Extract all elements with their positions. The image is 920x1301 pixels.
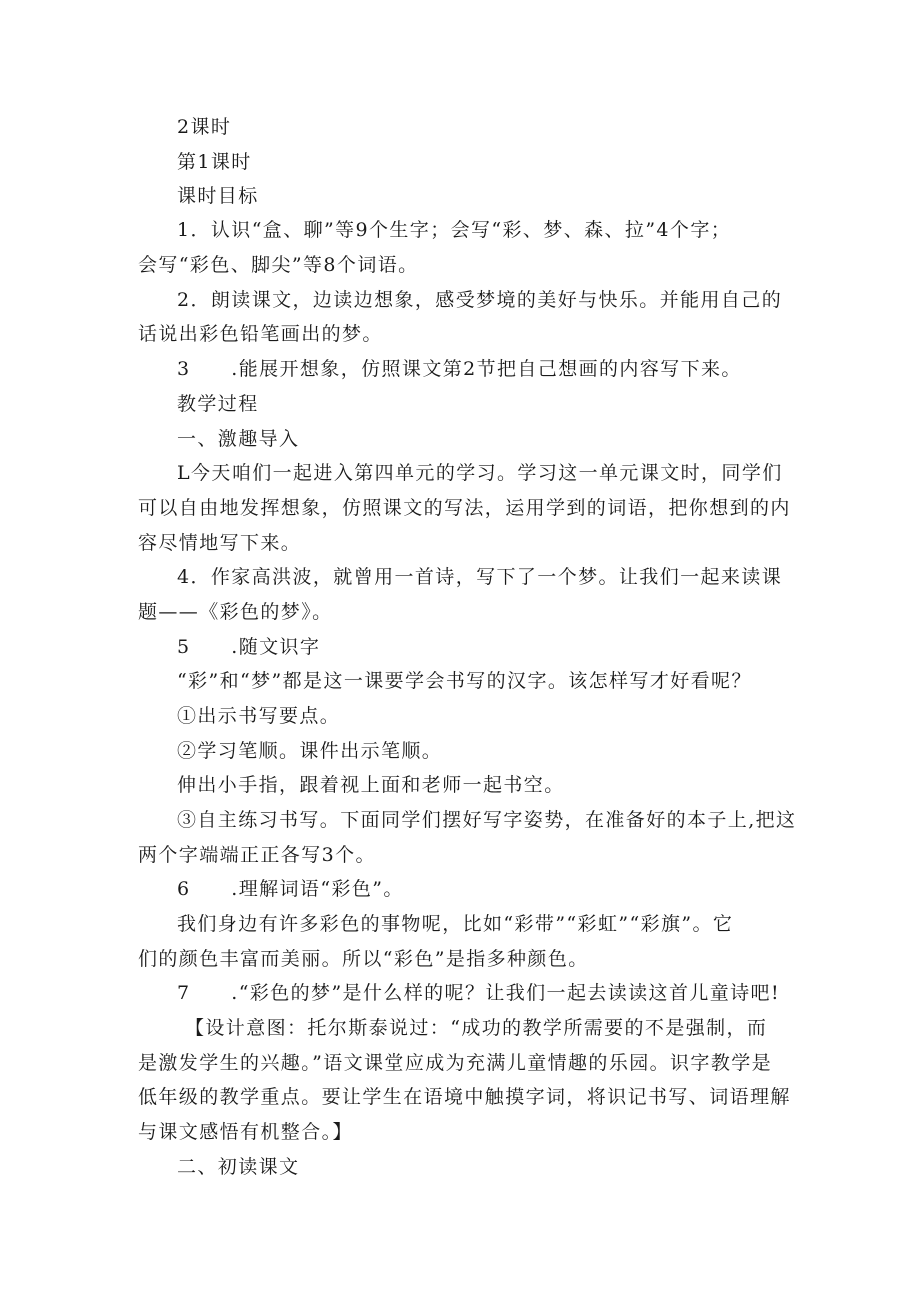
item-4-line-1: 4．作家高洪波，就曾用一首诗，写下了一个梦。让我们一起来读课 xyxy=(177,566,783,588)
heading-lesson-goals: 课时目标 xyxy=(177,185,259,207)
design-intent-line-1: 【设计意图：托尔斯泰说过：“成功的教学所需要的不是强制，而 xyxy=(185,1017,768,1039)
para-intro-line-3: 容尽情地写下来。 xyxy=(138,532,302,554)
item-5-text: “彩”和“梦”都是这一课要学会书写的汉字。该怎样写才好看呢？ xyxy=(177,670,752,692)
para-intro-line-2: 可以自由地发挥想象，仿照课文的写法，运用学到的词语，把你想到的内 xyxy=(138,497,791,519)
design-intent-line-3: 低年级的教学重点。要让学生在语境中触摸字词，将识记书写、词语理解 xyxy=(138,1086,791,1108)
item-6-text-line-1: 我们身边有许多彩色的事物呢，比如“彩带”“彩虹”“彩旗”。它 xyxy=(177,913,734,935)
goal-3: 3 .能展开想象，仿照课文第2节把自己想画的内容写下来。 xyxy=(177,358,742,380)
item-4-line-2: 题——《彩色的梦》。 xyxy=(138,601,333,623)
design-intent-line-4: 与课文感悟有机整合。】 xyxy=(138,1121,353,1143)
item-7: 7 .“彩色的梦”是什么样的呢？让我们一起去读读这首儿童诗吧! xyxy=(177,982,780,1004)
section-one-heading: 一、激趣导入 xyxy=(177,428,300,450)
heading-teaching-process: 教学过程 xyxy=(177,393,259,415)
item-6: 6 .理解词语“彩色”。 xyxy=(177,878,404,900)
step-3-line-1: ③自主练习书写。下面同学们摆好写字姿势，在准备好的本子上,把这 xyxy=(177,809,797,831)
item-6-text-line-2: 们的颜色丰富而美丽。所以“彩色”是指多种颜色。 xyxy=(138,948,589,970)
line-first-lesson: 第1课时 xyxy=(177,151,252,173)
para-intro-line-1: L今天咱们一起进入第四单元的学习。学习这一单元课文时，同学们 xyxy=(177,462,783,484)
design-intent-line-2: 是激发学生的兴趣。”语文课堂应成为充满儿童情趣的乐园。识字教学是 xyxy=(138,1052,773,1074)
goal-1-line-1: 1．认识“盒、聊”等9个生字；会写“彩、梦、森、拉”4个字； xyxy=(177,219,732,241)
goal-2-line-2: 话说出彩色铅笔画出的梦。 xyxy=(138,323,383,345)
goal-1-line-2: 会写“彩色、脚尖”等8个词语。 xyxy=(138,254,419,276)
step-1: ①出示书写要点。 xyxy=(177,705,341,727)
goal-2-line-1: 2．朗读课文，边读边想象，感受梦境的美好与快乐。并能用自己的 xyxy=(177,289,783,311)
step-2: ②学习笔顺。课件出示笔顺。 xyxy=(177,740,443,762)
line-lesson-count: 2课时 xyxy=(177,116,232,138)
step-3-line-2: 两个字端端正正各写3个。 xyxy=(138,844,376,866)
item-5: 5 .随文识字 xyxy=(177,636,321,658)
step-2-text: 伸出小手指，跟着视上面和老师一起书空。 xyxy=(177,774,565,796)
section-two-heading: 二、初读课文 xyxy=(177,1156,300,1178)
